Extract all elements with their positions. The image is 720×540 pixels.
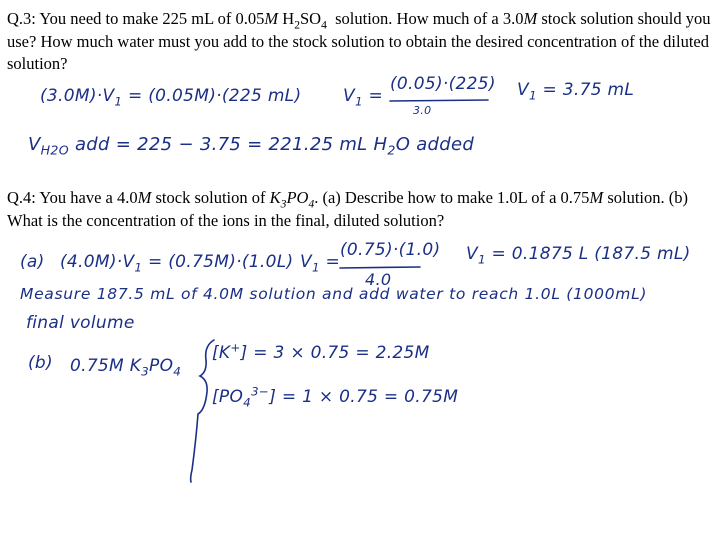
q4b-compound xyxy=(70,356,182,379)
q4a-equation-3 xyxy=(466,244,691,267)
q4a-eq2-sub: 1 xyxy=(311,260,320,275)
q4b-po-sub: 4 xyxy=(243,395,252,410)
molarity-unit: M xyxy=(264,9,279,28)
q3-eq3-rhs: = 3.75 mL xyxy=(542,80,635,100)
question-4-part-4: solution. (b) What is the concentration of the ions in the final, diluted solution? xyxy=(7,188,688,230)
q4b-k-charge: + xyxy=(230,340,241,355)
q4b-potassium-ion xyxy=(212,340,430,363)
q4a-label: (a) xyxy=(20,252,45,272)
question-4-text xyxy=(7,187,715,232)
question-3-part-1: You need to make 225 mL of 0.05 xyxy=(39,9,265,28)
q3-water-sub: H2O xyxy=(40,142,69,158)
question-3-label: Q.3: xyxy=(7,9,36,28)
q4a-eq2-denominator: 4.0 xyxy=(365,270,392,289)
q3-eq2-denominator: 3.0 xyxy=(413,104,432,117)
q3-eq3-sub: 1 xyxy=(528,88,537,103)
q4b-po-rest: ] = 1 × 0.75 = 0.75M xyxy=(269,387,459,407)
q3-eq2-equals: = xyxy=(368,86,384,106)
q4a-equation-2 xyxy=(300,252,341,275)
question-3-text xyxy=(7,8,715,76)
molarity-unit: M xyxy=(523,9,538,28)
molarity-unit: M xyxy=(137,188,152,207)
compound-sub: 3 xyxy=(280,198,287,211)
q3-eq2-lhs: V xyxy=(343,86,355,106)
compound-po: PO xyxy=(286,188,309,207)
molarity-unit: M xyxy=(589,188,604,207)
question-4-part-3: . (a) Describe how to make 1.0L of a 0.75 xyxy=(314,188,590,207)
q4b-k-bracket: [K xyxy=(212,343,231,363)
compound-h: H xyxy=(282,9,295,28)
q3-water-added xyxy=(28,134,475,158)
q4a-measure-line-1: Measure 187.5 mL of 4.0M solution and add water to reach 1.0L (1000mL) xyxy=(20,285,648,303)
q4b-compound-sub2: 4 xyxy=(173,364,182,379)
q3-equation-1 xyxy=(40,86,302,109)
q4a-eq2-numerator: (0.75)·(1.0) xyxy=(340,240,441,260)
q3-eq2-sub: 1 xyxy=(354,94,363,109)
q4b-compound-k: 0.75M K xyxy=(70,356,142,376)
q4a-fraction-bar xyxy=(340,267,420,268)
q4a-eq3-sub: 1 xyxy=(477,252,486,267)
q4b-label: (b) xyxy=(28,353,53,373)
question-4-part-2: stock solution of xyxy=(155,188,266,207)
q4b-po-bracket: [PO xyxy=(212,387,244,407)
q4b-brace xyxy=(191,340,214,482)
compound-k: K xyxy=(269,188,281,207)
question-3-part-2: solution. How much of a 3.0 xyxy=(335,9,524,28)
q3-eq2-numerator: (0.05)·(225) xyxy=(390,74,496,94)
question-3-part-3: stock solution should you use? How much water must you add to the stock solution to obtain the desired concentration of the diluted solution? xyxy=(7,9,711,73)
q3-equation-3 xyxy=(517,80,635,103)
q4b-compound-po: PO xyxy=(149,356,174,376)
q4a-eq3-lhs: V xyxy=(466,244,478,264)
q3-eq1-sub: 1 xyxy=(114,94,123,109)
q4a-eq1-sub: 1 xyxy=(134,260,143,275)
compound-k3po4 xyxy=(269,188,315,211)
compound-sub: 4 xyxy=(308,198,315,211)
q3-water-v: V xyxy=(28,134,41,155)
q3-water-end: O added xyxy=(395,134,475,155)
q3-fraction-bar xyxy=(390,100,488,101)
q3-water-rest: add = 225 − 3.75 = 221.25 mL H xyxy=(74,134,388,155)
question-4-label: Q.4: xyxy=(7,188,36,207)
q4a-eq2-equals: = xyxy=(325,252,341,272)
q4b-compound-sub: 3 xyxy=(141,364,150,379)
compound-so: SO xyxy=(300,9,322,28)
q3-equation-2 xyxy=(343,86,384,109)
q3-eq1-lhs: (3.0M)·V xyxy=(40,86,115,106)
q3-eq3-lhs: V xyxy=(517,80,529,100)
q4a-eq3-rhs: = 0.1875 L (187.5 mL) xyxy=(491,244,691,264)
q3-eq1-rhs: = (0.05M)·(225 mL) xyxy=(128,86,302,106)
compound-sub: 4 xyxy=(321,19,327,32)
compound-sub: 2 xyxy=(294,19,300,32)
q4b-k-rest: ] = 3 × 0.75 = 2.25M xyxy=(240,343,430,363)
q4a-measure-line-2: final volume xyxy=(26,313,135,333)
q4a-eq1-lhs: (4.0M)·V xyxy=(60,252,135,272)
question-4-part-1: You have a 4.0 xyxy=(39,188,138,207)
q4a-eq2-lhs: V xyxy=(300,252,312,272)
q4a-equation-1 xyxy=(60,252,294,275)
q4a-eq1-rhs: = (0.75M)·(1.0L) xyxy=(148,252,294,272)
q4b-phosphate-ion xyxy=(212,384,459,410)
q4b-po-charge: 3− xyxy=(251,384,270,399)
q3-water-h2o-sub: 2 xyxy=(387,142,396,158)
